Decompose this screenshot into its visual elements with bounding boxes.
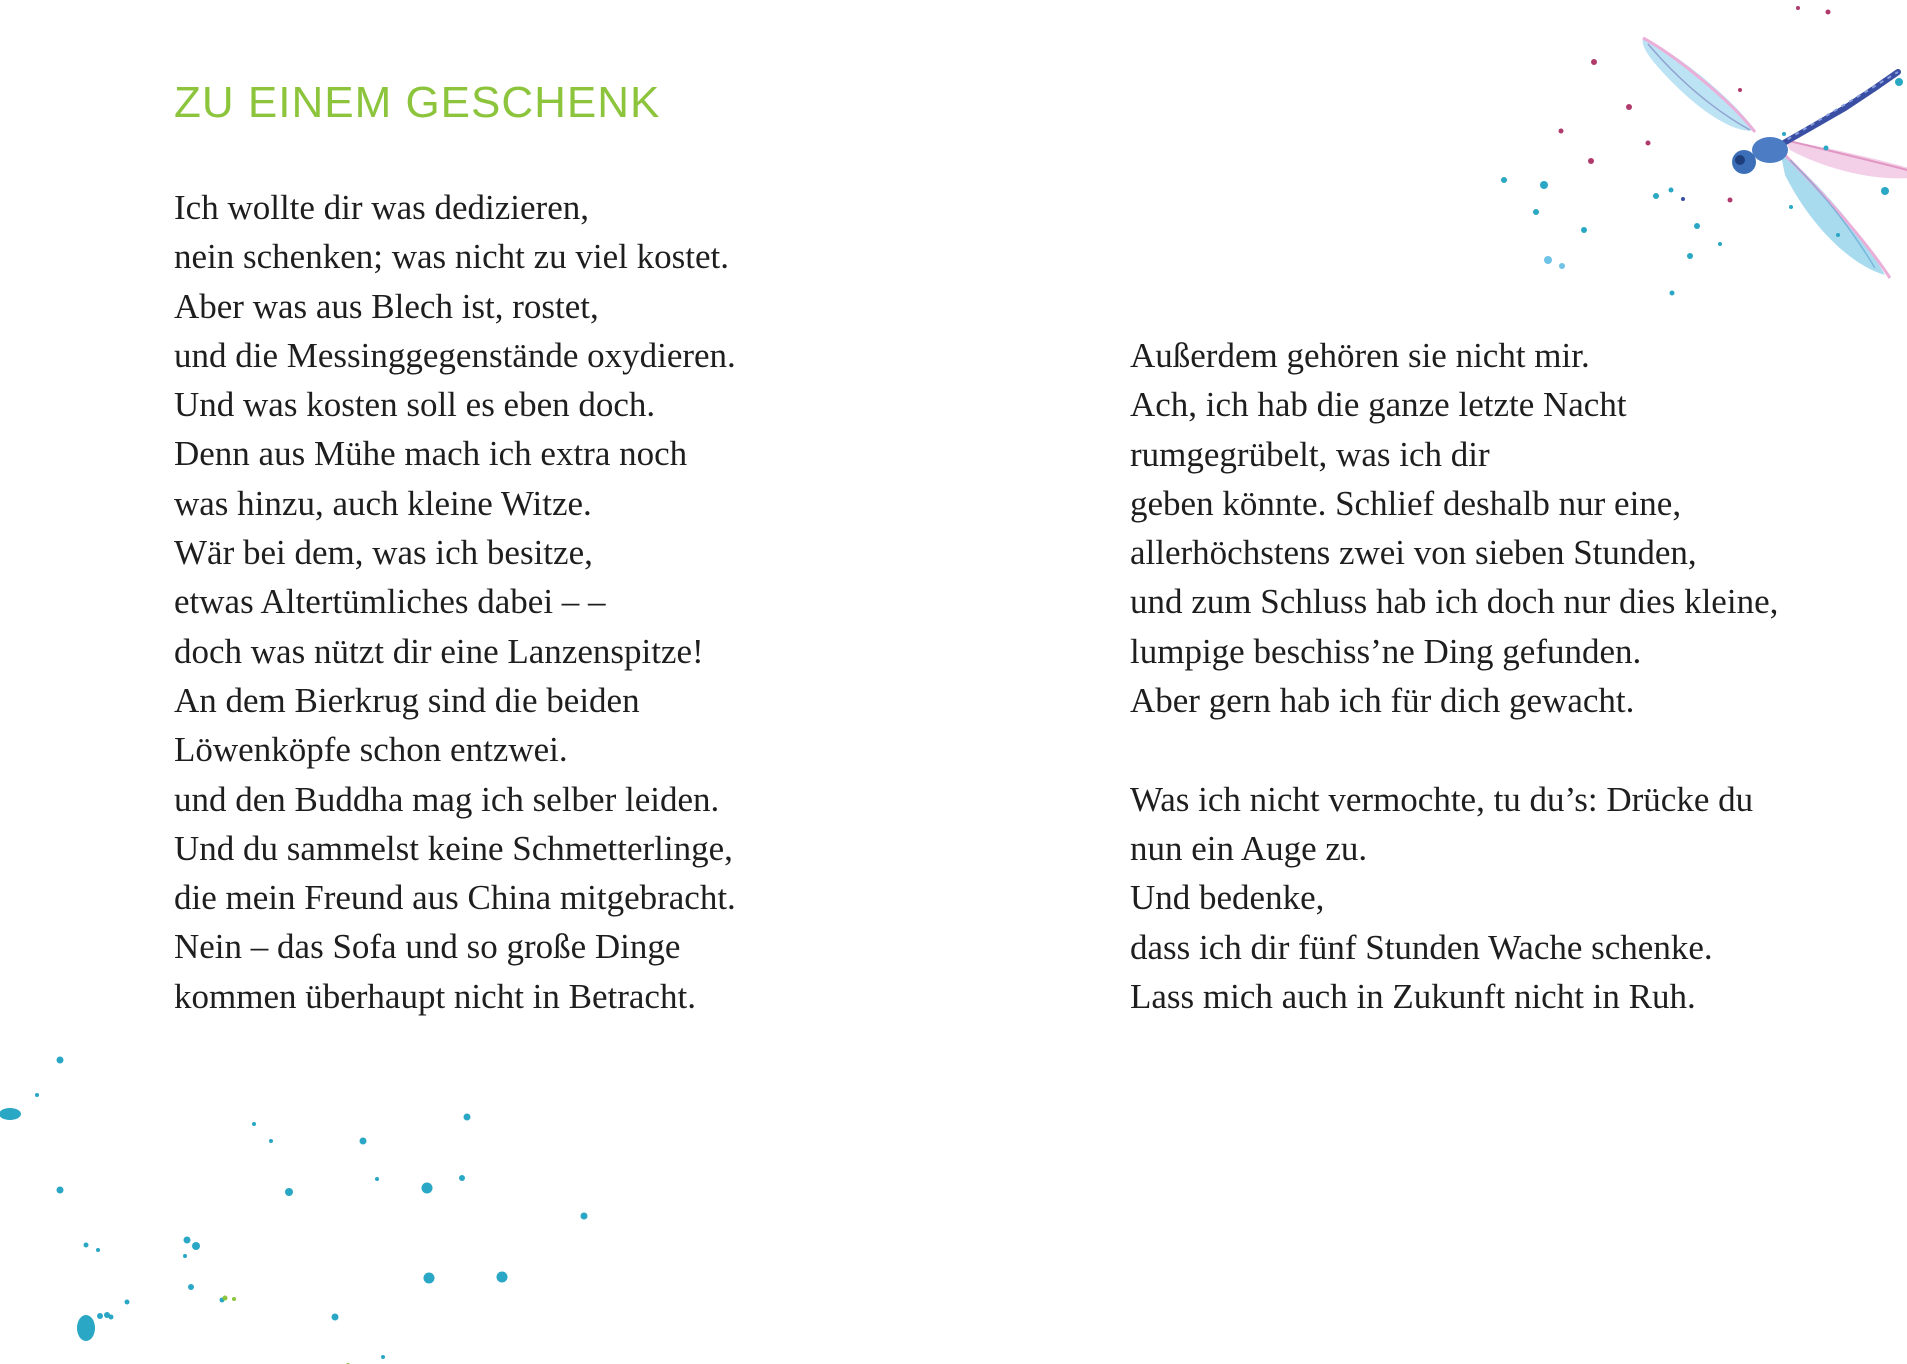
poem-line: nein schenken; was nicht zu viel kostet. [174, 237, 729, 277]
poem-line: Ach, ich hab die ganze letzte Nacht [1130, 385, 1627, 425]
poem-line: doch was nützt dir eine Lanzenspitze! [174, 631, 704, 671]
poem-line: Und was kosten soll es eben doch. [174, 385, 656, 425]
poem-line: Denn aus Mühe mach ich extra noch [174, 434, 688, 474]
poem-line: Wär bei dem, was ich besitze, [174, 533, 593, 573]
poem-line: lumpige beschiss’ne Ding gefunden. [1130, 631, 1642, 671]
poem-line: Außerdem gehören sie nicht mir. [1130, 336, 1590, 375]
poem-title: ZU EINEM GESCHENK [174, 78, 661, 127]
poem-line: Nein – das Sofa und so große Dinge [174, 927, 681, 967]
poem-line: und zum Schluss hab ich doch nur dies kleine, [1130, 582, 1779, 622]
poem-line: Löwenköpfe schon entzwei. [174, 730, 568, 770]
poem-line: An dem Bierkrug sind die beiden [174, 680, 640, 720]
poem-line: und den Buddha mag ich selber leiden. [174, 779, 720, 819]
poem-line: Was ich nicht vermochte, tu du’s: Drücke du [1130, 779, 1754, 819]
watercolor-splash [0, 1040, 620, 1364]
poem-line: Und du sammelst keine Schmetterlinge, [174, 828, 733, 868]
dragonfly-illustration [1330, 0, 1907, 300]
poem-line: allerhöchstens zwei von sieben Stunden, [1130, 533, 1697, 573]
poem-line: Ich wollte dir was dedizieren, [174, 188, 589, 227]
poem-line: Lass mich auch in Zukunft nicht in Ruh. [1130, 976, 1696, 1016]
poem-line: nun ein Auge zu. [1130, 828, 1368, 868]
poem-line: rumgegrübelt, was ich dir [1130, 434, 1490, 474]
poem-line: etwas Altertümliches dabei – – [174, 582, 606, 622]
stanza-break [1130, 725, 1778, 774]
dragonfly-thorax [1752, 137, 1788, 163]
poem-column-right [1130, 331, 1778, 1021]
poem-line: kommen überhaupt nicht in Betracht. [174, 976, 696, 1016]
poem-line: was hinzu, auch kleine Witze. [174, 483, 592, 523]
splash-dots [0, 1057, 588, 1360]
poem-line: Aber gern hab ich für dich gewacht. [1130, 681, 1635, 721]
poem-line: und die Messinggegenstände oxydieren. [174, 335, 736, 375]
poem-column-left [174, 183, 736, 1021]
dragonfly-splash-dots [1501, 6, 1903, 296]
poem-line: Aber was aus Blech ist, rostet, [174, 286, 599, 326]
poem-line: dass ich dir fünf Stunden Wache schenke. [1130, 927, 1713, 967]
poem-line: geben könnte. Schlief deshalb nur eine, [1130, 483, 1682, 523]
poem-line: die mein Freund aus China mitgebracht. [174, 878, 736, 918]
poem-line: Und bedenke, [1130, 878, 1325, 918]
